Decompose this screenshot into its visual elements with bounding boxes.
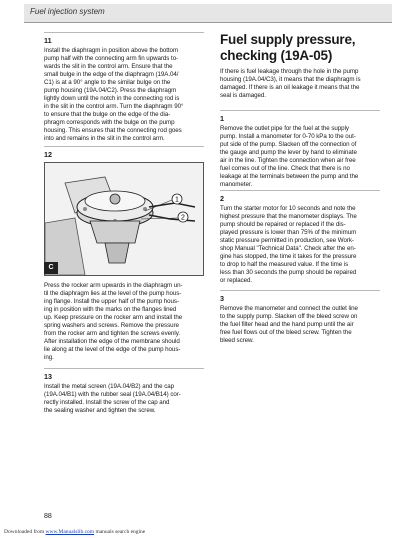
step-12-header — [44, 146, 212, 161]
footer-prefix: Downloaded from — [4, 529, 45, 535]
step-number: 13 — [44, 372, 52, 381]
footer-suffix: manuals search engine — [94, 529, 146, 535]
step-2 — [220, 190, 388, 285]
figure-label: C — [44, 262, 58, 274]
header-title: Fuel injection system — [30, 7, 105, 16]
section-intro: If there is fuel leakage through the hole in the pump housing (19A.04/C3), it means that the diaphragm is damaged. If there is an oil leakage it means that the seal is damaged. — [220, 68, 361, 99]
step-number: 3 — [220, 294, 224, 303]
step-divider — [220, 110, 380, 111]
page-number: 88 — [44, 513, 52, 520]
step-13 — [44, 368, 212, 415]
step-text: Remove the manometer and connect the outlet line to the supply pump. Slacken off the bleed screw on the fuel filter head and the hand pump until the air free fuel flows out of the bleed screw. Tighten the bleed screw. — [220, 305, 358, 344]
step-number: 1 — [220, 114, 224, 123]
step-text: Install the diaphragm in position above the bottom pump half with the connecting arm fin upwards to- wards the slit in the control arm. Ensure that the small bulge in the edge of the diaphragm (19A.04/ C1) is at a 90° angle to the similar bulge on the pump housing (19A.04/C2). Press the diaphragm lightly down until the notch in the connecting rod is in the slit in the control arm. Turn the diaphragm 90° to ensure that the bulge on the edge of the dia- phragm corresponds with the bulge on the pump housing. This ensures that the connecting rod goes into and remains in the slit in the control arm. — [44, 47, 184, 142]
step-divider — [44, 368, 204, 369]
step-3 — [220, 290, 388, 345]
step-text: Press the rocker arm upwards in the diaphragm un- til the diaphragm lies at the level of the pump hous- ing flange. Install the upper half of the pump hous- ing in position with the marks on the flanges lined up. Keep pressure on the rocker arm and install the spring washers and screws. Remove the pressure from the rocker arm and tighten the screws evenly. After installation the edge of the membrane should lie along at the level of the edge of the pump hous- ing. — [44, 282, 183, 361]
footer — [4, 529, 145, 535]
step-11 — [44, 32, 212, 143]
callout-1: 1 — [175, 196, 179, 204]
step-divider — [44, 146, 204, 147]
section-title: Fuel supply pressure, checking (19A-05) — [220, 32, 356, 63]
step-number: 11 — [44, 36, 52, 45]
fuel-pump-illustration — [44, 162, 204, 276]
step-1 — [220, 110, 388, 189]
pump-drawing — [45, 163, 203, 275]
step-text: Install the metal screen (19A.04/B2) and the cap (19A.04/B1) with the rubber seal (19A.04/B14) cor- rectly installed. Install the screw of the cap and the sealing washer and tighten the screw. — [44, 383, 181, 414]
step-number: 12 — [44, 150, 52, 159]
step-divider — [220, 290, 380, 291]
manualslib-link[interactable]: www.Manualslib.com — [45, 529, 95, 535]
step-divider — [44, 32, 204, 33]
callout-2: 2 — [181, 214, 185, 222]
step-number: 2 — [220, 194, 224, 203]
step-text: Remove the outlet pipe for the fuel at the supply pump. Install a manometer for 0-70 kPa to the out- put side of the pump. Slacken off the connection of the gauge and pump the lever by hand to eliminate air in the line. Tighten the connection when air free fuel comes out of the line. Check that there is no leakage at the terminals between the pump and the manometer. — [220, 125, 359, 188]
step-divider — [220, 190, 380, 191]
step-text: Turn the starter motor for 10 seconds and note the highest pressure that the manometer displays. The pump should be repaired or replaced if the dis- played pressure is lower than 75% of the minimum static pressure permitted in production, see Work- shop Manual "Technical Data". Check after the en- gine has stopped, the time it takes for the pressure to drop to half the measured value. If the time is less than 30 seconds the pump should be repaired or replaced. — [220, 205, 357, 284]
header-divider — [24, 22, 392, 23]
step-12-body — [44, 282, 212, 362]
section-fuel-supply-pressure — [220, 32, 388, 100]
